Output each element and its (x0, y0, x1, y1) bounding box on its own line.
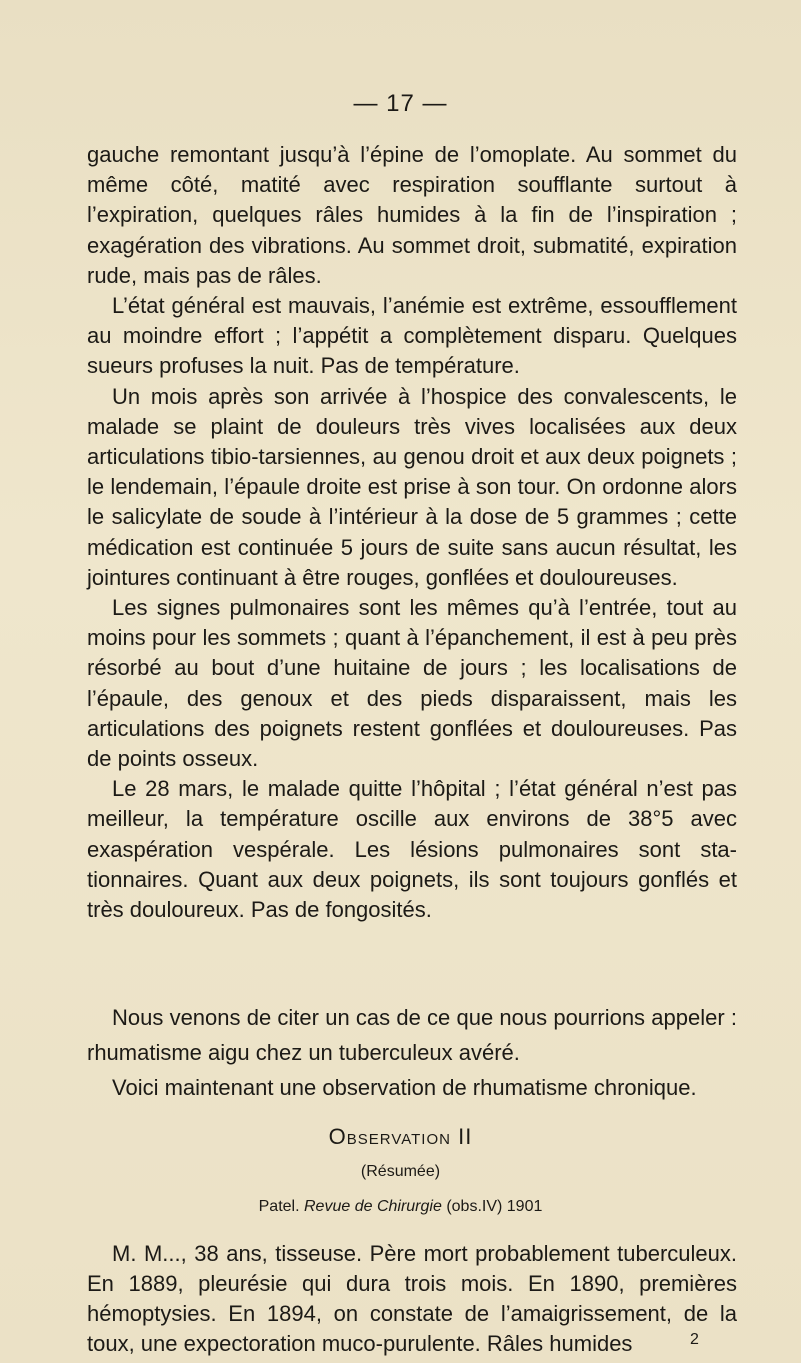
closing-text (87, 1000, 737, 1105)
paragraph: Un mois après son arrivée à l’hospice des convalescents, le malade se plaint de douleurs très vives localisées aux deux articulations tibio-tarsiennes, au genou droit et aux deux poignets ; le lendemain, l’épaule droite est prise à son tour. On ordonne alors le salicylate de soude à l’intérieur à la dose de 5 grammes ; cette médication est continuée 5 jours de suite sans aucun résultat, les jointures continuant à être rouges, gonflées et douloureuses. (87, 383, 737, 590)
observation-subtitle: (Résumée) (360, 1163, 441, 1180)
observation-reference (0, 1198, 801, 1216)
page-number: — 17 — (353, 90, 448, 117)
paragraph: L’état général est mauvais, l’anémie est extrême, essoufflement au moindre effort ; l’appétit a complètement disparu. Quelques sueurs profuses la nuit. Pas de température. (87, 293, 737, 379)
paragraph: Les signes pulmonaires sont les mêmes qu’à l’entrée, tout au moins pour les sommets ; quant à l’épanchement, il est à peu près résorbé au bout d’une huitaine de jours ; les localisations de l’épaule, des genoux et des pieds disparaissent, mais les articulations des poignets restent gonflées et douloureuses. Pas de points osseux. (87, 595, 737, 772)
paragraph: Nous venons de citer un cas de ce que nous pourrions appeler : rhumatisme aigu chez un tuberculeux avéré. (87, 1005, 737, 1065)
paragraph: M. M..., 38 ans, tisseuse. Père mort probablement tuberculeux. En 1889, pleurésie qui dura trois mois. En 1890, premières hémoptysies. En 1894, on constate de l’amaigrissement, de la toux, une expectoration muco-purulente. Râles humides (87, 1241, 737, 1356)
paragraph: Le 28 mars, le malade quitte l’hôpital ; l’état général n’est pas meilleur, la température oscille aux environs de 38°5 avec exaspération vespérale. Les lésions pulmonaires sont stationnaires. Quant aux deux poignets, ils sont toujours gonflés et très douloureux. Pas de fongosités. (87, 776, 737, 923)
reference-journal: Revue de Chirurgie (304, 1198, 442, 1215)
paragraph: Voici maintenant une observation de rhumatisme chronique. (112, 1075, 697, 1100)
main-text (87, 140, 737, 925)
observation-title: Observation II (328, 1124, 473, 1149)
paragraph: gauche remontant jusqu’à l’épine de l’omoplate. Au sommet du même côté, matité avec respiration soufflante surtout à l’expiration, quelques râles humides à la fin de l’inspiration ; exagération des vibrations. Au sommet droit, submatité, expiration rude, mais pas de râles. (87, 142, 737, 288)
signature-mark: 2 (690, 1331, 699, 1348)
reference-author: Patel. (258, 1198, 300, 1215)
reference-details: (obs.IV) 1901 (446, 1198, 543, 1215)
observation-text (87, 1239, 737, 1359)
